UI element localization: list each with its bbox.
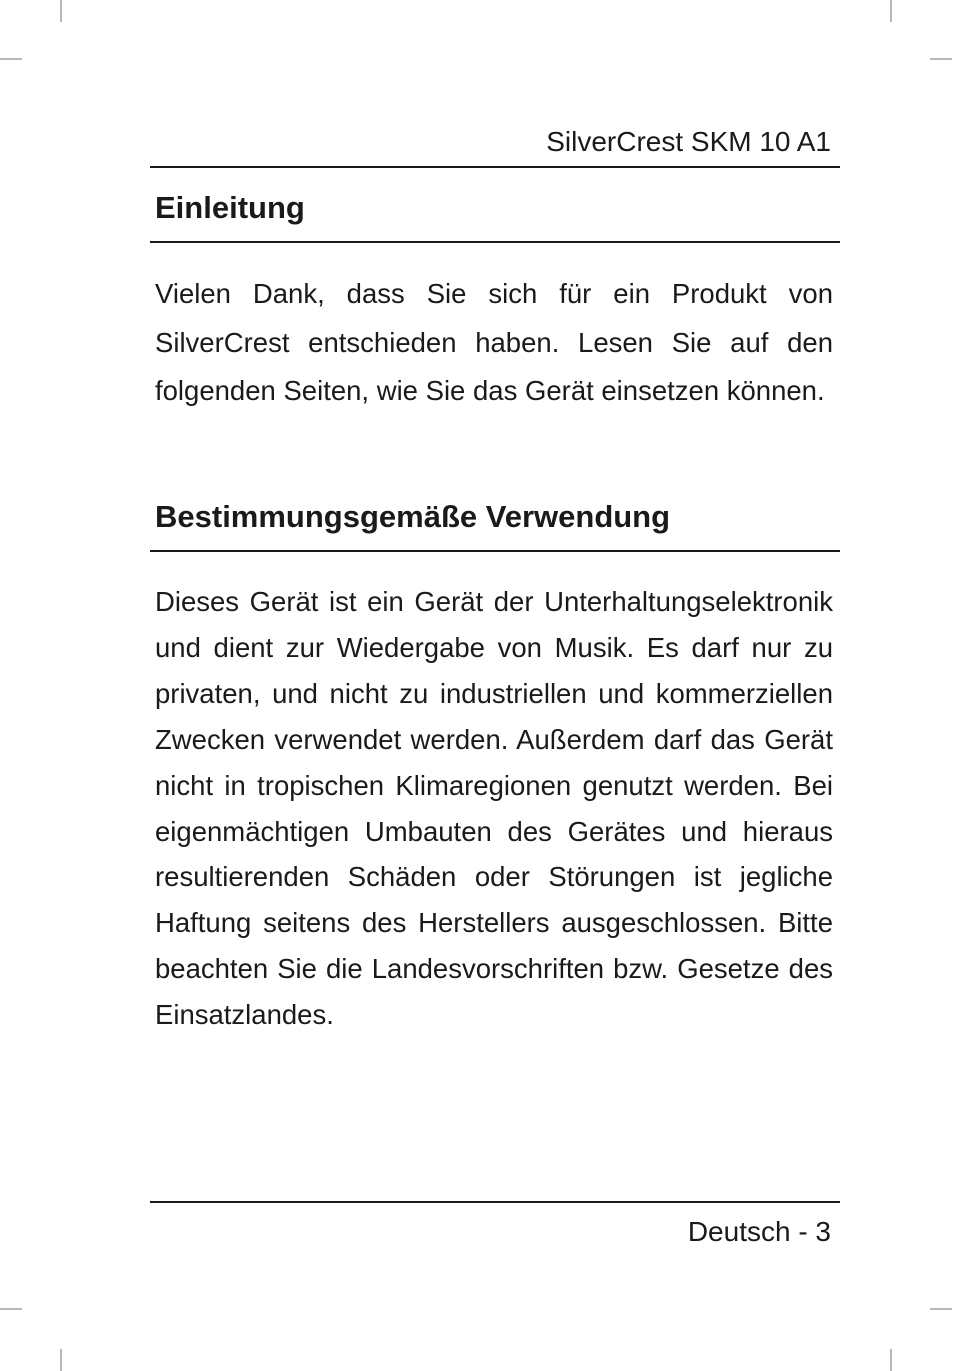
crop-mark-top-right bbox=[890, 0, 892, 22]
running-header: SilverCrest SKM 10 A1 bbox=[546, 126, 831, 157]
crop-mark-top-left bbox=[60, 0, 62, 22]
heading-rule-verwendung bbox=[150, 550, 840, 552]
footer-rule bbox=[150, 1201, 840, 1203]
crop-mark-top-left-h bbox=[0, 58, 22, 60]
crop-mark-bottom-left-h bbox=[0, 1308, 22, 1310]
crop-mark-bottom-right bbox=[890, 1349, 892, 1371]
header-rule bbox=[150, 166, 840, 168]
section-heading-verwendung: Bestimmungsgemäße Verwendung bbox=[155, 499, 671, 534]
crop-mark-top-right-h bbox=[930, 58, 952, 60]
section-heading-einleitung: Einleitung bbox=[155, 190, 305, 225]
crop-mark-bottom-right-h bbox=[930, 1308, 952, 1310]
page-footer: Deutsch - 3 bbox=[687, 1216, 831, 1247]
crop-mark-bottom-left bbox=[60, 1349, 62, 1371]
heading-rule-einleitung bbox=[150, 241, 840, 243]
section-body-einleitung: Vielen Dank, dass Sie sich für ein Produkt von SilverCrest entschieden haben. Lesen Sie auf den folgenden Seiten, wie Sie das Gerät einsetzen können. bbox=[155, 278, 833, 406]
section-body-verwendung: Dieses Gerät ist ein Gerät der Unterhaltungselektronik und dient zur Wiedergabe von Musik. Es darf nur zu privaten, und nicht zu industriellen und kommerziellen Zwecken verwendet werden. Außerdem darf das Gerät nicht in tropischen Klimaregionen genutzt werden. Bei eigenmächtigen Umbauten des Gerätes und hieraus resultierenden Schäden oder Störungen ist jegliche Haftung seitens des Herstellers ausgeschlossen. Bitte beachten Sie die Landesvorschriften bzw. Gesetze des Einsatzlandes. bbox=[155, 586, 833, 1031]
